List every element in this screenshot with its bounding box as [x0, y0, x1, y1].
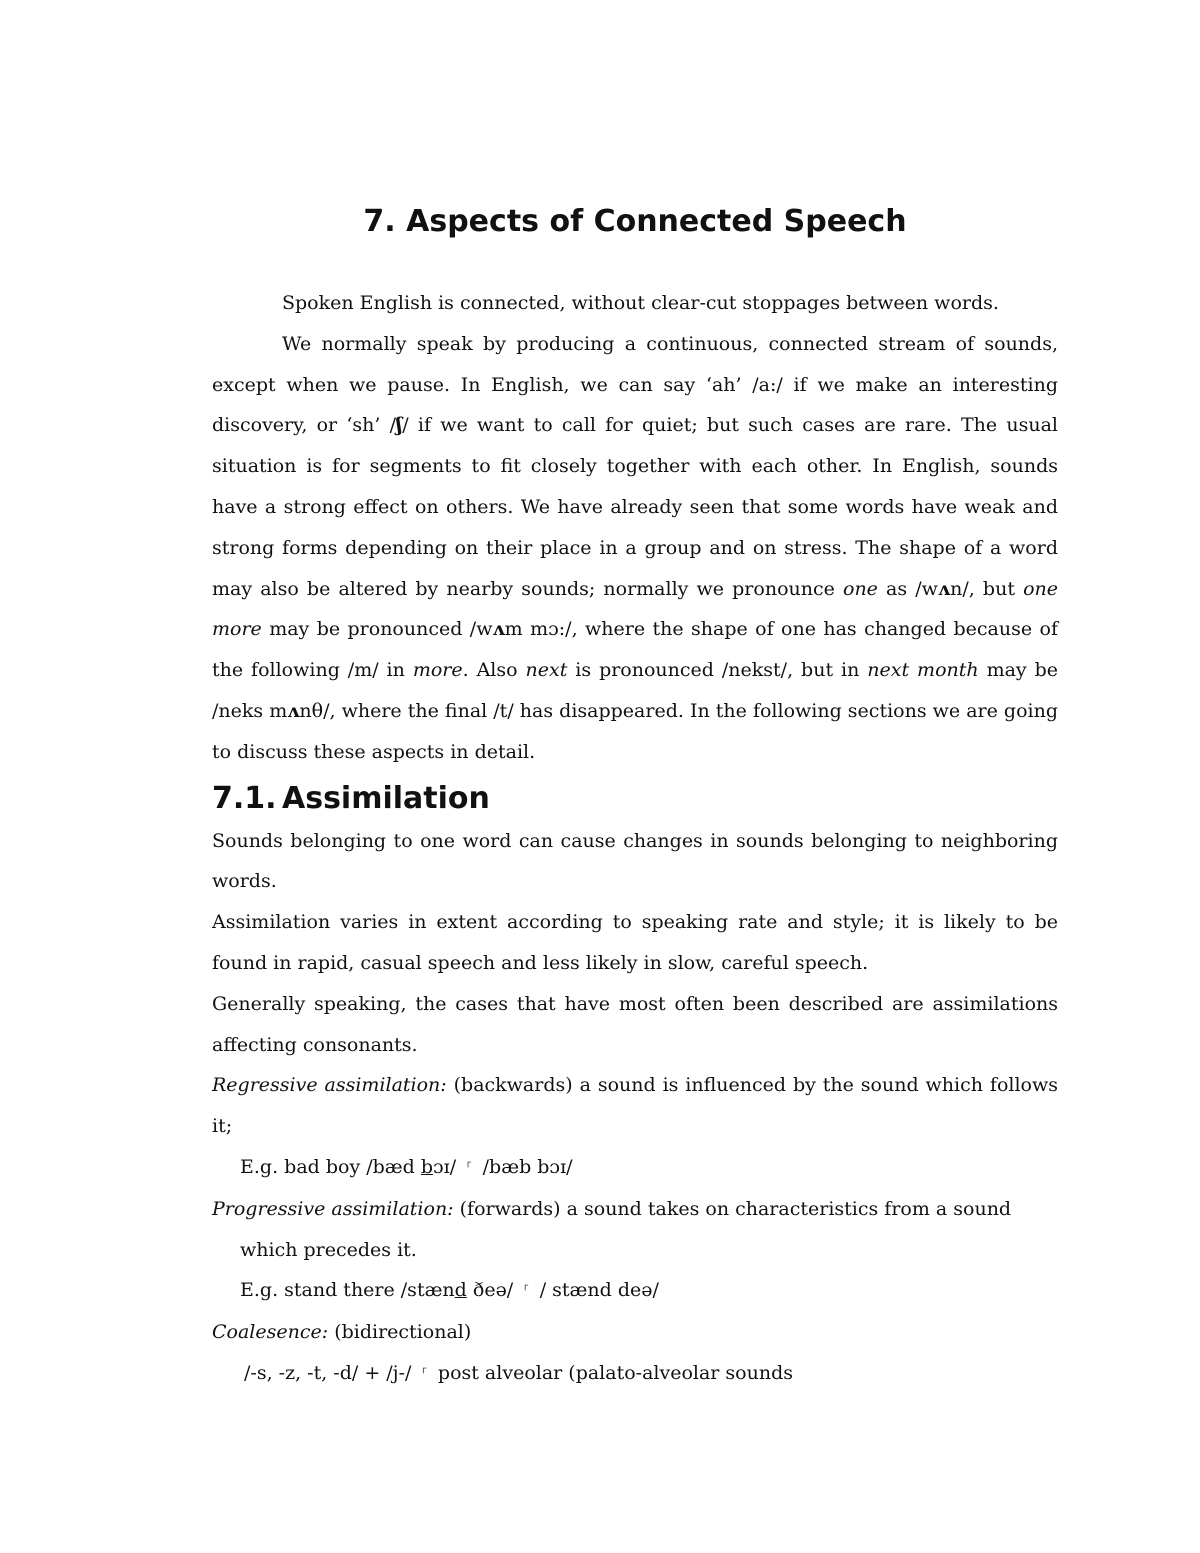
intro-first-paragraph: Spoken English is connected, without clear-cut stoppages between words. [282, 292, 999, 314]
underlined-sound: b [420, 1155, 434, 1178]
text-run: / if we want to call for quiet; but such cases are rare. The usual situation is for segments to fit closely together with each other. In English, sounds have a strong effect on others. We have already seen that some words have weak and strong forms depending on their place in a group and on stress. The shape of a word may also be altered by nearby sounds; normally we pronounce [212, 414, 1058, 600]
coalesence-text: (bidirectional) [328, 1321, 472, 1344]
italic-term: one more [212, 577, 1058, 641]
rule-text: /-s, -z, -t, -d/ + /j-/ [244, 1361, 412, 1384]
italic-term: one [843, 577, 878, 600]
ipa-symbol: ʃ [396, 414, 403, 437]
example-result: /bæb bɔɪ/ [482, 1155, 573, 1178]
arrow-icon: ⸀ [421, 1365, 428, 1381]
regressive-text: (backwards) a sound is influenced by the sound which follows it; [212, 1074, 1058, 1138]
text-run: as /w [877, 577, 938, 600]
regressive-definition [212, 1065, 1058, 1147]
italic-term: next [525, 659, 568, 682]
italic-term: more [412, 659, 463, 682]
ipa-symbol: ʌ [492, 618, 505, 641]
underlined-sound: d [454, 1279, 467, 1302]
rule-result: post alveolar (palato-alveolar sounds [437, 1361, 794, 1384]
text-run: is pronounced /nekst/, but in [567, 659, 868, 682]
text-run: We normally speak by producing a continuous, connected stream of sounds, except when we pause. In English, we can say ‘ah’ /a:/ if we make an interesting discovery, or ‘sh’ / [212, 332, 1058, 437]
coalesence-rule [212, 1353, 1058, 1395]
regressive-example [212, 1147, 1058, 1189]
text-run: n/, but [950, 577, 1024, 600]
section-title: Assimilation [282, 780, 490, 816]
arrow-icon: ⸀ [466, 1159, 473, 1175]
coalesence-label: Coalesence: [212, 1321, 329, 1344]
document-body [212, 283, 1058, 1395]
italic-term: next month [867, 659, 979, 682]
ipa-symbol: ʌ [937, 577, 951, 600]
progressive-label: Progressive assimilation: [212, 1197, 454, 1220]
section-number: 7.1. [212, 780, 277, 816]
arrow-icon: ⸀ [523, 1283, 530, 1299]
example-text: ɔɪ/ [433, 1155, 457, 1178]
progressive-example [212, 1270, 1058, 1312]
text-run: :/, where the shape of one has changed because of the following /m/ in [212, 618, 1058, 682]
text-run: may be pronounced /w [261, 618, 493, 641]
text-run: . Also [462, 659, 526, 682]
progressive-text: (forwards) a sound takes on characteristics from a sound which precedes it. [240, 1197, 1012, 1261]
page-title: 7. Aspects of Connected Speech [363, 204, 907, 239]
ipa-symbol: ɔ [548, 618, 559, 641]
example-text: E.g. bad boy /bæd [240, 1155, 421, 1178]
coalesence-definition [212, 1312, 1058, 1353]
example-result: / stænd deə/ [539, 1279, 659, 1302]
assimilation-paragraph-3: Generally speaking, the cases that have most often been described are assimilations affecting consonants. [212, 992, 1058, 1056]
text-run: m m [504, 618, 549, 641]
assimilation-paragraph-1: Sounds belonging to one word can cause changes in sounds belonging to neighboring words. [212, 829, 1058, 893]
section-heading [212, 779, 1058, 819]
example-text: E.g. stand there /stæn [240, 1279, 455, 1302]
regressive-label: Regressive assimilation: [212, 1074, 447, 1097]
ipa-symbol: ʌ [287, 699, 300, 722]
text-run: nθ/, where the final /t/ has disappeared. In the following sections we are going to discuss these aspects in detail. [212, 699, 1058, 763]
text-run: may be /neks m [212, 659, 1058, 722]
progressive-definition [212, 1189, 1058, 1271]
assimilation-paragraph-2: Assimilation varies in extent according to speaking rate and style; it is likely to be found in rapid, casual speech and less likely in slow, careful speech. [212, 911, 1058, 974]
example-text: ðeə/ [466, 1279, 514, 1302]
intro-paragraph [212, 324, 1058, 773]
